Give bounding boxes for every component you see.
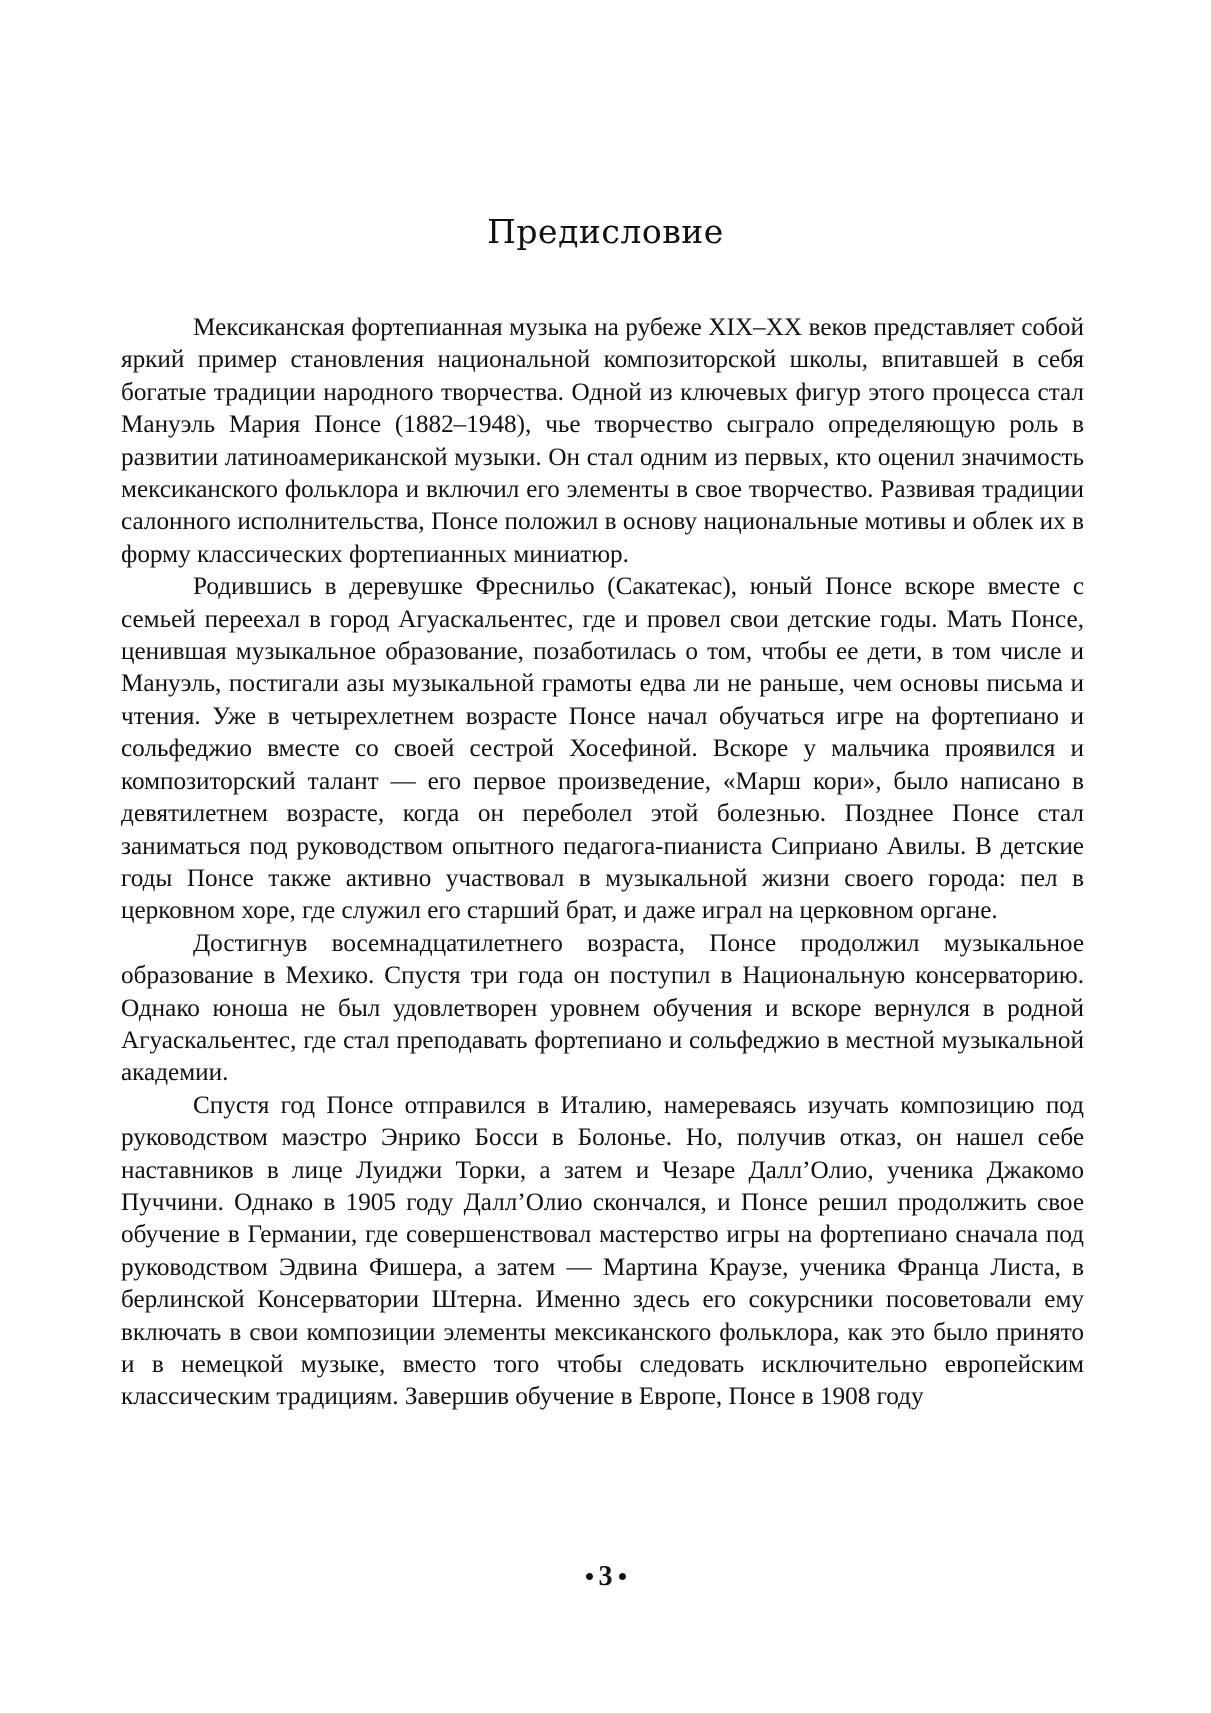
paragraph: Спустя год Понсе отправился в Италию, намереваясь изучать композицию под руководством маэстро Энрико Босси в Болонье. Но, получив отказ, он нашел себе наставников в лице Луиджи Торки, а затем и Чезаре Далл’Олио, ученика Джакомо Пуччини. Однако в 1905 году Далл’Олио скончался, и Понсе решил продолжить свое обучение в Германии, где совершенствовал мастерство игры на фортепиано сначала под руководством Эдвина Фишера, а затем — Мартина Краузе, ученика Франца Листа, в берлинской Консерватории Штерна. Именно здесь его сокурсники посоветовали ему включать в свои композиции элементы мексиканского фольклора, как это было принято и в немецкой музыке, вместо того чтобы следовать исключительно европейским классическим традициям. Завершив обучение в Европе, Понсе в 1908 году (121, 1091, 1084, 1411)
bullet-dot-icon (619, 1573, 626, 1580)
page-number-value: 3 (598, 1561, 613, 1592)
body-text (121, 312, 1084, 1414)
bullet-dot-icon (586, 1573, 593, 1580)
page-number (0, 1561, 1211, 1593)
paragraph: Достигнув восемнадцатилетнего возраста, Понсе продолжил музыкальное образование в Мехико. Спустя три года он поступил в Национальную консерваторию. Однако юноша не был удовлетворен уровнем обучения и вскоре вернулся в родной Агуаскальентес, где стал преподавать фортепиано и сольфеджио в местной музыкальной академии. (121, 929, 1084, 1087)
page-title: Предисловие (487, 212, 724, 251)
paragraph: Мексиканская фортепианная музыка на рубеже XIX–XX веков представляет собой яркий пример становления национальной композиторской школы, впитавшей в себя богатые традиции народного творчества. Одной из ключевых фигур этого процесса стал Мануэль Мария Понсе (1882–1948), чье творчество сыграло определяющую роль в развитии латиноамериканской музыки. Он стал одним из первых, кто оценил значимость мексиканского фольклора и включил его элементы в свое творчество. Развивая традиции салонного исполнительства, Понсе положил в основу национальные мотивы и облек их в форму классических фортепианных миниатюр. (121, 314, 1084, 568)
paragraph: Родившись в деревушке Фреснильо (Сакатекас), юный Понсе вскоре вместе с семьей переехал в город Агуаскальентес, где и провел свои детские годы. Мать Понсе, ценившая музыкальное образование, позаботилась о том, чтобы ее дети, в том числе и Мануэль, постигали азы музыкальной грамоты едва ли не раньше, чем основы письма и чтения. Уже в четырехлетнем возрасте Понсе начал обучаться игре на фортепиано и сольфеджио вместе со своей сестрой Хосефиной. Вскоре у мальчика проявился и композиторский талант — его первое произведение, «Марш кори», было написано в девятилетнем возрасте, когда он переболел этой болезнью. Позднее Понсе стал заниматься под руководством опытного педагога-пианиста Сиприано Авилы. В детские годы Понсе также активно участвовал в музыкальной жизни своего города: пел в церковном хоре, где служил его старший брат, и даже играл на церковном органе. (121, 573, 1084, 925)
